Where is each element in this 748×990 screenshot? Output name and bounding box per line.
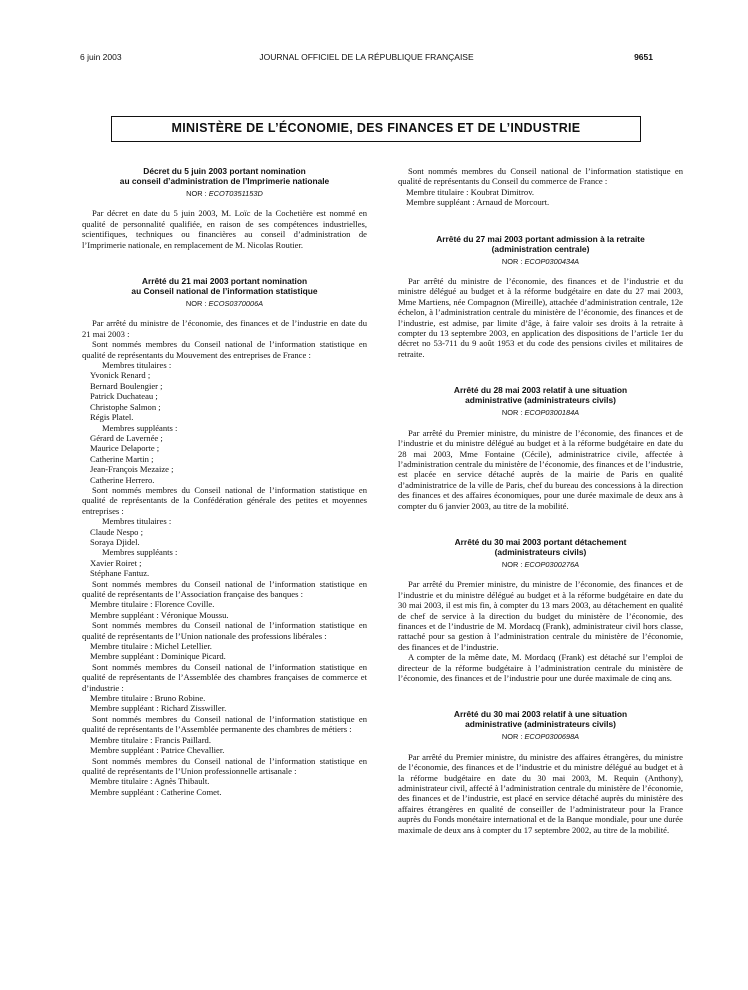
arrete-text: Par arrêté du Premier ministre, du ministre de l’économie, des finances et de l’industrie et du ministre délégué au budget et à la réforme budgétaire en date du 28 mai 2003, Mme Fontaine (Cécile), administratrice civile, affectée à l’administration centrale du ministère de l’économie, des finances et de l’industrie, est placée en service détaché auprès de la mairie de Paris en qualité d’administratrice de la ville de Paris, chef du bureau des concessions à la direction des finances et des affaires économiques, pour une durée maximale de deux ans à compter du 6 janvier 2003, au titre de la mobilité. [398,427,683,511]
member-name: Yvonick Renard ; [90,370,151,381]
nor-reference [398,732,683,742]
nor-reference [82,189,367,199]
member-line: Membre suppléant : Dominique Picard. [90,651,226,662]
nomination-paragraph: Sont nommés membres du Conseil national de l’information statistique en qualité de représentants de l’Assemblée des chambres françaises de commerce et d’industrie : [82,661,367,693]
nor-reference [398,408,683,418]
doc-title-line-2: au Conseil national de l’information statistique [131,286,318,297]
running-header [80,52,653,66]
header-page-number: 9651 [634,52,653,62]
nomination-paragraph: Sont nommés membres du Conseil national de l’information statistique en qualité de représentants du Mouvement des entreprises de France : [82,339,367,360]
arrete-retraite [398,234,683,360]
nomination-paragraph: Sont nommés membres du Conseil national de l’information statistique en qualité de représentants du Conseil du commerce de France : [398,166,683,187]
left-column [82,166,367,809]
nomination-paragraph: Sont nommés membres du Conseil national de l’information statistique en qualité de représentants de l’Association française des banques : [82,578,367,599]
member-name: Maurice Delaporte ; [90,443,160,454]
nor-code: ECOS0370006A [208,299,264,309]
nor-code: ECOP0300698A [524,732,580,742]
arrete-text: Par arrêté du Premier ministre, du ministre des affaires étrangères, du ministre de l’économie, des finances et de l’industrie et du ministre délégué au budget et à la réforme budgétaire en date du 30 mai 2003, M. Requin (Anthony), administrateur civil, affecté à l’administration centrale du ministère de l’économie, des finances et de l’industrie, est placé en service détaché auprès du ministère des affaires étrangères en qualité de conseiller de l’administrateur pour la France auprès du Fonds monétaire international et de la Banque mondiale, pour une durée maximale de deux ans à compter du 17 septembre 2002, au titre de la mobilité. [398,751,683,835]
nor-label: NOR : [501,559,523,569]
nor-code: ECOP0300276A [524,559,580,569]
list-heading: Membres titulaires : [102,516,172,527]
member-line: Membre titulaire : Bruno Robine. [90,693,206,704]
doc-title-line-1: Arrêté du 21 mai 2003 portant nomination [141,276,308,287]
arrete-text: Par arrêté du ministre de l’économie, des finances et de l’industrie et du ministre délégué au budget et à la réforme budgétaire en date du 27 mai 2003, Mme Martiens, née Compagnon (Mireille), attachée d’administration centrale, 12e échelon, à l’administration centrale du ministère de l’économie, des finances et de l’industrie, est admise, par limite d’âge, à faire valoir ses droits à la retraite à compter du 13 septembre 2003, en application des dispositions de l’article 1er du décret no 53-711 du 9 août 1953 et du code des pensions civiles et militaires de retraite. [398,276,683,359]
ministry-banner: MINISTÈRE DE L’ÉCONOMIE, DES FINANCES ET DE L’INDUSTRIE [111,116,641,142]
decree-text: Par décret en date du 5 juin 2003, M. Loïc de la Cochetière est nommé en qualité de personnalité qualifiée, en raison de ses compétences industrielles, scientifiques, techniques ou financières au conseil d’administration de l’Imprimerie nationale, en remplacement de M. Nicolas Routier. [82,208,367,250]
doc-title-line-1: Décret du 5 juin 2003 portant nomination [143,166,306,176]
member-line: Membre titulaire : Agnès Thibault. [90,776,210,787]
header-date: 6 juin 2003 [80,52,122,62]
arrete-situation-fontaine [398,385,683,511]
doc-title-line-2: (administration centrale) [491,243,590,254]
arrete-text-continued: A compter de la même date, M. Mordacq (Frank) est détaché sur l’emploi de directeur de la réforme budgétaire à l’administration centrale du ministère de l’économie, des finances et de l’industrie pour une durée maximale de cinq ans. [398,652,683,683]
arrete-detachement [398,537,683,683]
arrete-situation-requin [398,709,683,835]
nomination-paragraph: Sont nommés membres du Conseil national de l’information statistique en qualité de représentants de l’Assemblée permanente des chambres de métiers : [82,713,367,735]
nor-label: NOR : [185,299,207,309]
member-name: Claude Nespo ; [90,526,143,537]
member-name: Catherine Herrero. [90,474,155,485]
nomination-paragraph: Sont nommés membres du Conseil national de l’information statistique en qualité de représentants de la Confédération générale des petites et moyennes entreprises : [82,484,367,516]
right-column [398,166,683,847]
nor-label: NOR : [501,732,523,742]
doc-title-line-2: au conseil d’administration de l’Imprimerie nationale [119,176,330,186]
nomination-paragraph: Sont nommés membres du Conseil national de l’information statistique en qualité de représentants de l’Union professionnelle artisanale : [82,755,367,776]
member-line: Membre suppléant : Patrice Chevallier. [90,745,225,756]
member-line: Membre suppléant : Véronique Moussu. [90,609,229,620]
arrete-cnis [82,276,367,797]
doc-title-line-1: Arrêté du 28 mai 2003 relatif à une situation [453,385,628,396]
member-line: Membre titulaire : Francis Paillard. [90,734,211,745]
nor-reference [398,257,683,267]
nor-label: NOR : [501,408,523,418]
member-line: Membre suppléant : Arnaud de Morcourt. [406,197,550,208]
member-name: Gérard de Lavernée ; [90,432,163,443]
member-name: Patrick Duchateau ; [90,391,158,402]
doc-title-line-2: administrative (administrateurs civils) [465,719,616,730]
arrete-intro: Par arrêté du ministre de l’économie, des finances et de l’industrie en date du 21 mai 2003 : [82,318,367,339]
doc-title-line-2: (administrateurs civils) [494,546,587,557]
member-name: Régis Platel. [90,412,134,423]
nor-label: NOR : [186,189,207,198]
member-name: Soraya Djidel. [90,536,140,547]
doc-title-line-1: Arrêté du 30 mai 2003 portant détachement [454,536,627,547]
list-heading: Membres titulaires : [102,360,172,371]
nomination-paragraph: Sont nommés membres du Conseil national de l’information statistique en qualité de représentants de l’Union nationale des professions libérales : [82,620,367,641]
list-heading: Membres suppléants : [102,422,178,433]
nor-reference [82,299,367,309]
member-line: Membre suppléant : Richard Zisswiller. [90,703,227,714]
member-name: Bernard Boulengier ; [90,380,163,391]
nor-code: ECOP0300434A [524,256,580,266]
header-journal-title: JOURNAL OFFICIEL DE LA RÉPUBLIQUE FRANÇAISE [259,52,474,62]
member-line: Membre titulaire : Michel Letellier. [90,641,212,652]
doc-title-line-1: Arrêté du 27 mai 2003 portant admission à la retraite [436,233,645,244]
member-name: Stéphane Fantuz. [90,568,150,579]
member-name: Catherine Martin ; [90,453,154,464]
member-name: Jean-François Mezaize ; [90,464,174,475]
nor-code: ECOP0300184A [524,408,580,418]
doc-title-line-2: administrative (administrateurs civils) [465,395,616,406]
member-line: Membre titulaire : Koubrat Dimitrov. [406,186,535,197]
member-line: Membre suppléant : Catherine Comet. [90,786,222,797]
decree-imprimerie [82,166,367,250]
member-name: Christophe Salmon ; [90,401,161,412]
list-heading: Membres suppléants : [102,547,178,558]
nor-label: NOR : [501,256,523,266]
nor-reference [398,560,683,570]
member-name: Xavier Roiret ; [90,557,142,568]
doc-title-line-1: Arrêté du 30 mai 2003 relatif à une situation [453,709,628,720]
arrete-text: Par arrêté du Premier ministre, du ministre de l’économie, des finances et de l’industrie et du ministre délégué au budget et à la réforme budgétaire en date du 30 mai 2003, il est mis fin, à compter du 13 mars 2003, au détachement en qualité de chef de service à la direction du budget du ministère de l’économie, des finances et de l’industrie de M. Mordacq (Frank), administrateur civil hors classe, rattaché pour sa gestion à l’administration centrale du ministère de l’économie, des finances et de l’industrie. [398,579,683,652]
nor-code: ECOT0351153D [208,189,263,198]
arrete-cnis-continued [398,166,683,208]
member-line: Membre titulaire : Florence Coville. [90,599,215,610]
